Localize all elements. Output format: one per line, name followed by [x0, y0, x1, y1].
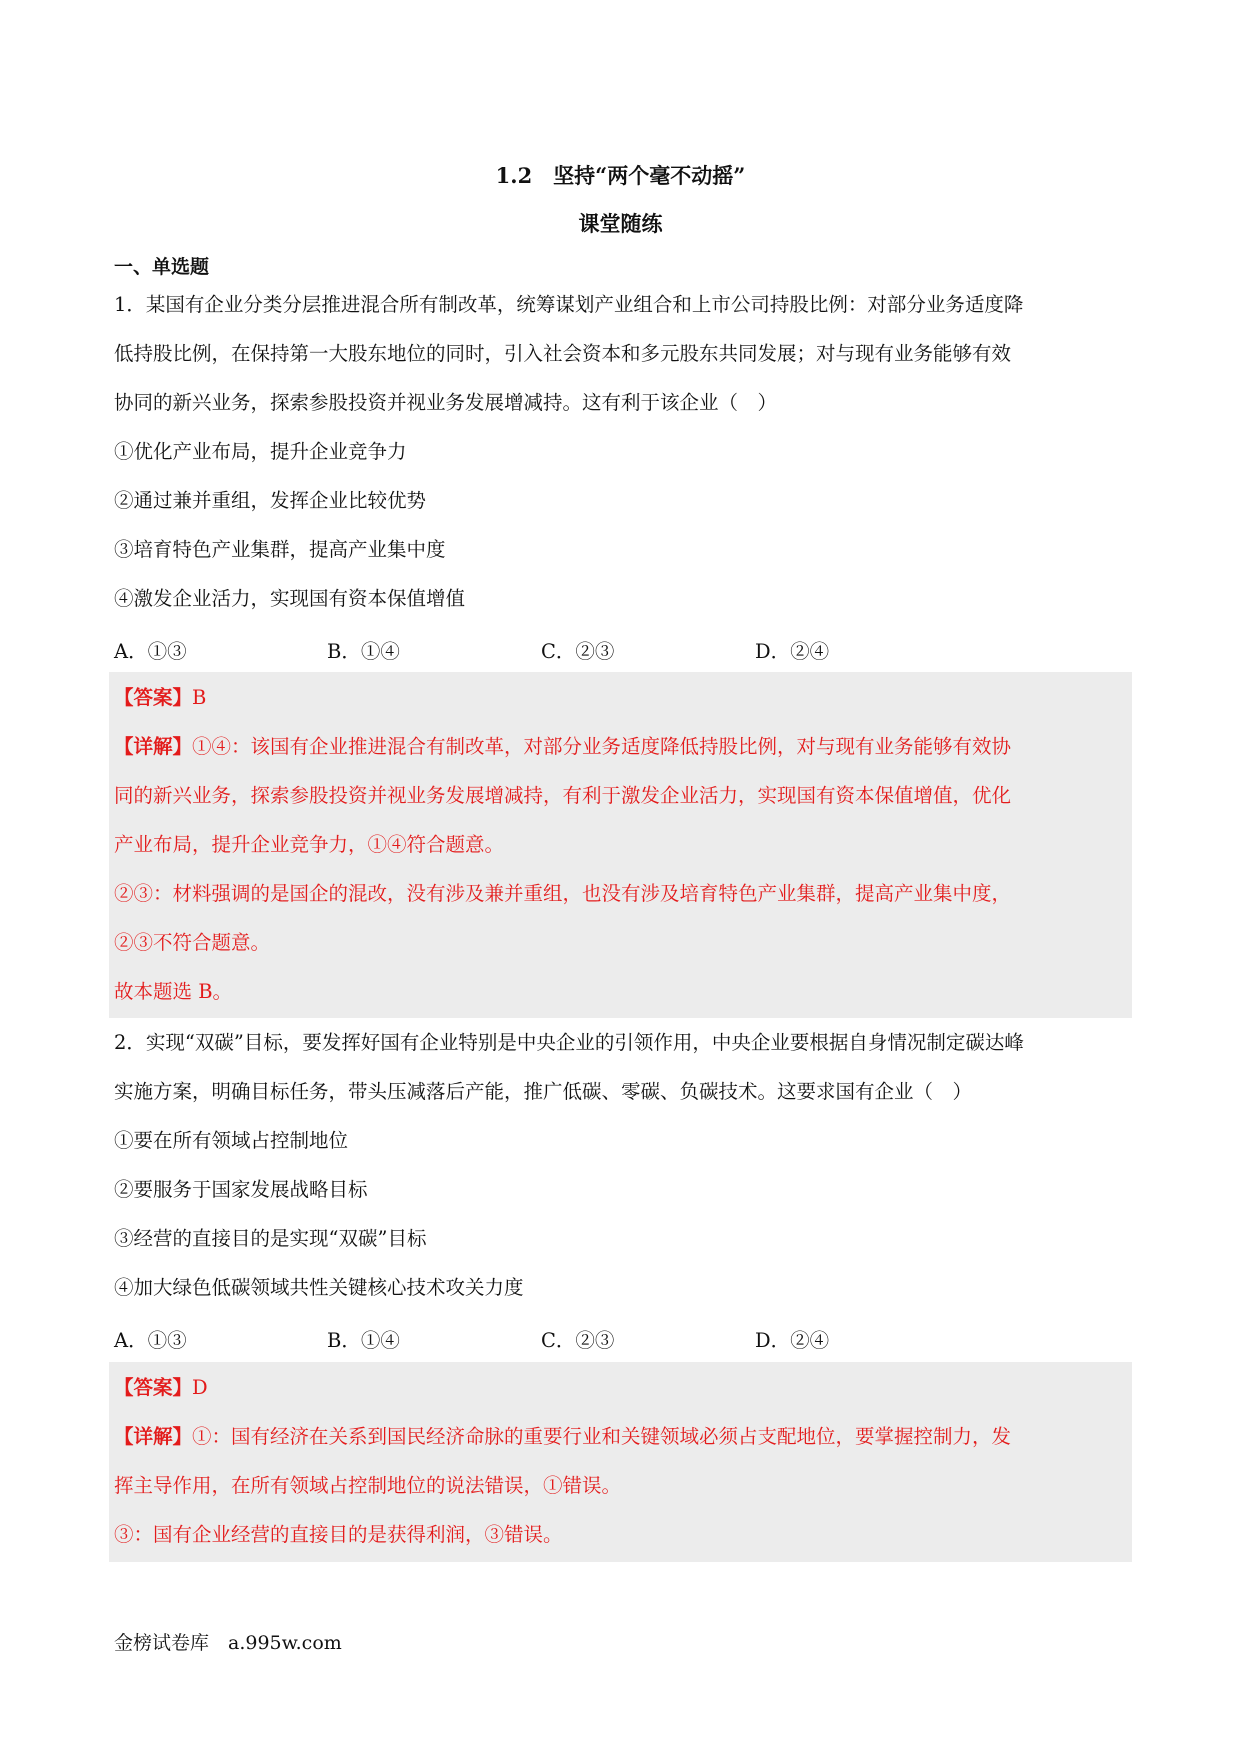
q2-answer: [114, 1375, 1134, 1401]
q1-detail-label: 【详解】: [114, 735, 193, 758]
q2-item: ①要在所有领域占控制地位: [114, 1129, 349, 1152]
q1-answer: [114, 685, 1134, 711]
q2-detail-line: [114, 1424, 1134, 1450]
q1-item: ①优化产业布局，提升企业竞争力: [114, 440, 407, 463]
q1-option-a: A．①③: [114, 640, 187, 663]
q1-detail-line: 同的新兴业务，探索参股投资并视业务发展增减持，有利于激发企业活力，实现国有资本保值增值，优化: [114, 784, 1012, 807]
q2-stem-line: 实施方案，明确目标任务，带头压减落后产能，推广低碳、零碳、负碳技术。这要求国有企业（ ）: [114, 1080, 973, 1103]
q2-detail-text: ①：国有经济在关系到国民经济命脉的重要行业和关键领域必须占支配地位，要掌握控制力，发: [192, 1425, 1012, 1448]
q2-stem-line: 2．实现“双碳”目标，要发挥好国有企业特别是中央企业的引领作用，中央企业要根据自身情况制定碳达峰: [114, 1031, 1024, 1054]
q1-detail-line: ②③不符合题意。: [114, 931, 271, 954]
q2-option-c: C．②③: [541, 1329, 615, 1352]
page-subtitle: 课堂随练: [578, 211, 663, 236]
q1-item: ④激发企业活力，实现国有资本保值增值: [114, 587, 466, 610]
q1-option-c: C．②③: [541, 640, 615, 663]
q2-detail-line: 挥主导作用，在所有领域占控制地位的说法错误，①错误。: [114, 1474, 622, 1497]
q1-option-d: D．②④: [755, 640, 830, 663]
section-heading: 一、单选题: [114, 256, 210, 278]
q2-answer-label: 【答案】: [114, 1376, 193, 1399]
q2-item: ④加大绿色低碳领域共性关键核心技术攻关力度: [114, 1276, 524, 1299]
q1-option-b: B．①④: [327, 640, 400, 663]
q1-detail-line: 故本题选 B。: [114, 980, 233, 1003]
q2-item: ③经营的直接目的是实现“双碳”目标: [114, 1227, 427, 1250]
page-footer: 金榜试卷库 a.995w.com: [114, 1632, 342, 1654]
q1-item: ②通过兼并重组，发挥企业比较优势: [114, 489, 427, 512]
q2-option-a: A．①③: [114, 1329, 187, 1352]
q1-detail-line: [114, 734, 1134, 760]
q2-option-b: B．①④: [327, 1329, 400, 1352]
q1-stem-line: 低持股比例，在保持第一大股东地位的同时，引入社会资本和多元股东共同发展；对与现有业务能够有效: [114, 342, 1012, 365]
q2-option-d: D．②④: [755, 1329, 830, 1352]
q1-item: ③培育特色产业集群，提高产业集中度: [114, 538, 446, 561]
q1-answer-label: 【答案】: [114, 686, 193, 709]
q2-detail-line: ③：国有企业经营的直接目的是获得利润，③错误。: [114, 1523, 563, 1546]
q1-stem-line: 协同的新兴业务，探索参股投资并视业务发展增减持。这有利于该企业（ ）: [114, 391, 778, 414]
q1-detail-line: ②③：材料强调的是国企的混改，没有涉及兼并重组，也没有涉及培育特色产业集群，提高产业集中度，: [114, 882, 1012, 905]
q1-answer-value: B: [192, 686, 207, 709]
q2-answer-value: D: [192, 1376, 208, 1399]
page-title: 1.2 坚持“两个毫不动摇”: [495, 163, 746, 188]
q2-item: ②要服务于国家发展战略目标: [114, 1178, 368, 1201]
q1-detail-line: 产业布局，提升企业竞争力，①④符合题意。: [114, 833, 505, 856]
q1-stem-line: 1．某国有企业分类分层推进混合所有制改革，统筹谋划产业组合和上市公司持股比例：对部分业务适度降: [114, 293, 1024, 316]
q2-detail-label: 【详解】: [114, 1425, 193, 1448]
q1-detail-text: ①④：该国有企业推进混合有制改革，对部分业务适度降低持股比例，对与现有业务能够有效协: [192, 735, 1012, 758]
